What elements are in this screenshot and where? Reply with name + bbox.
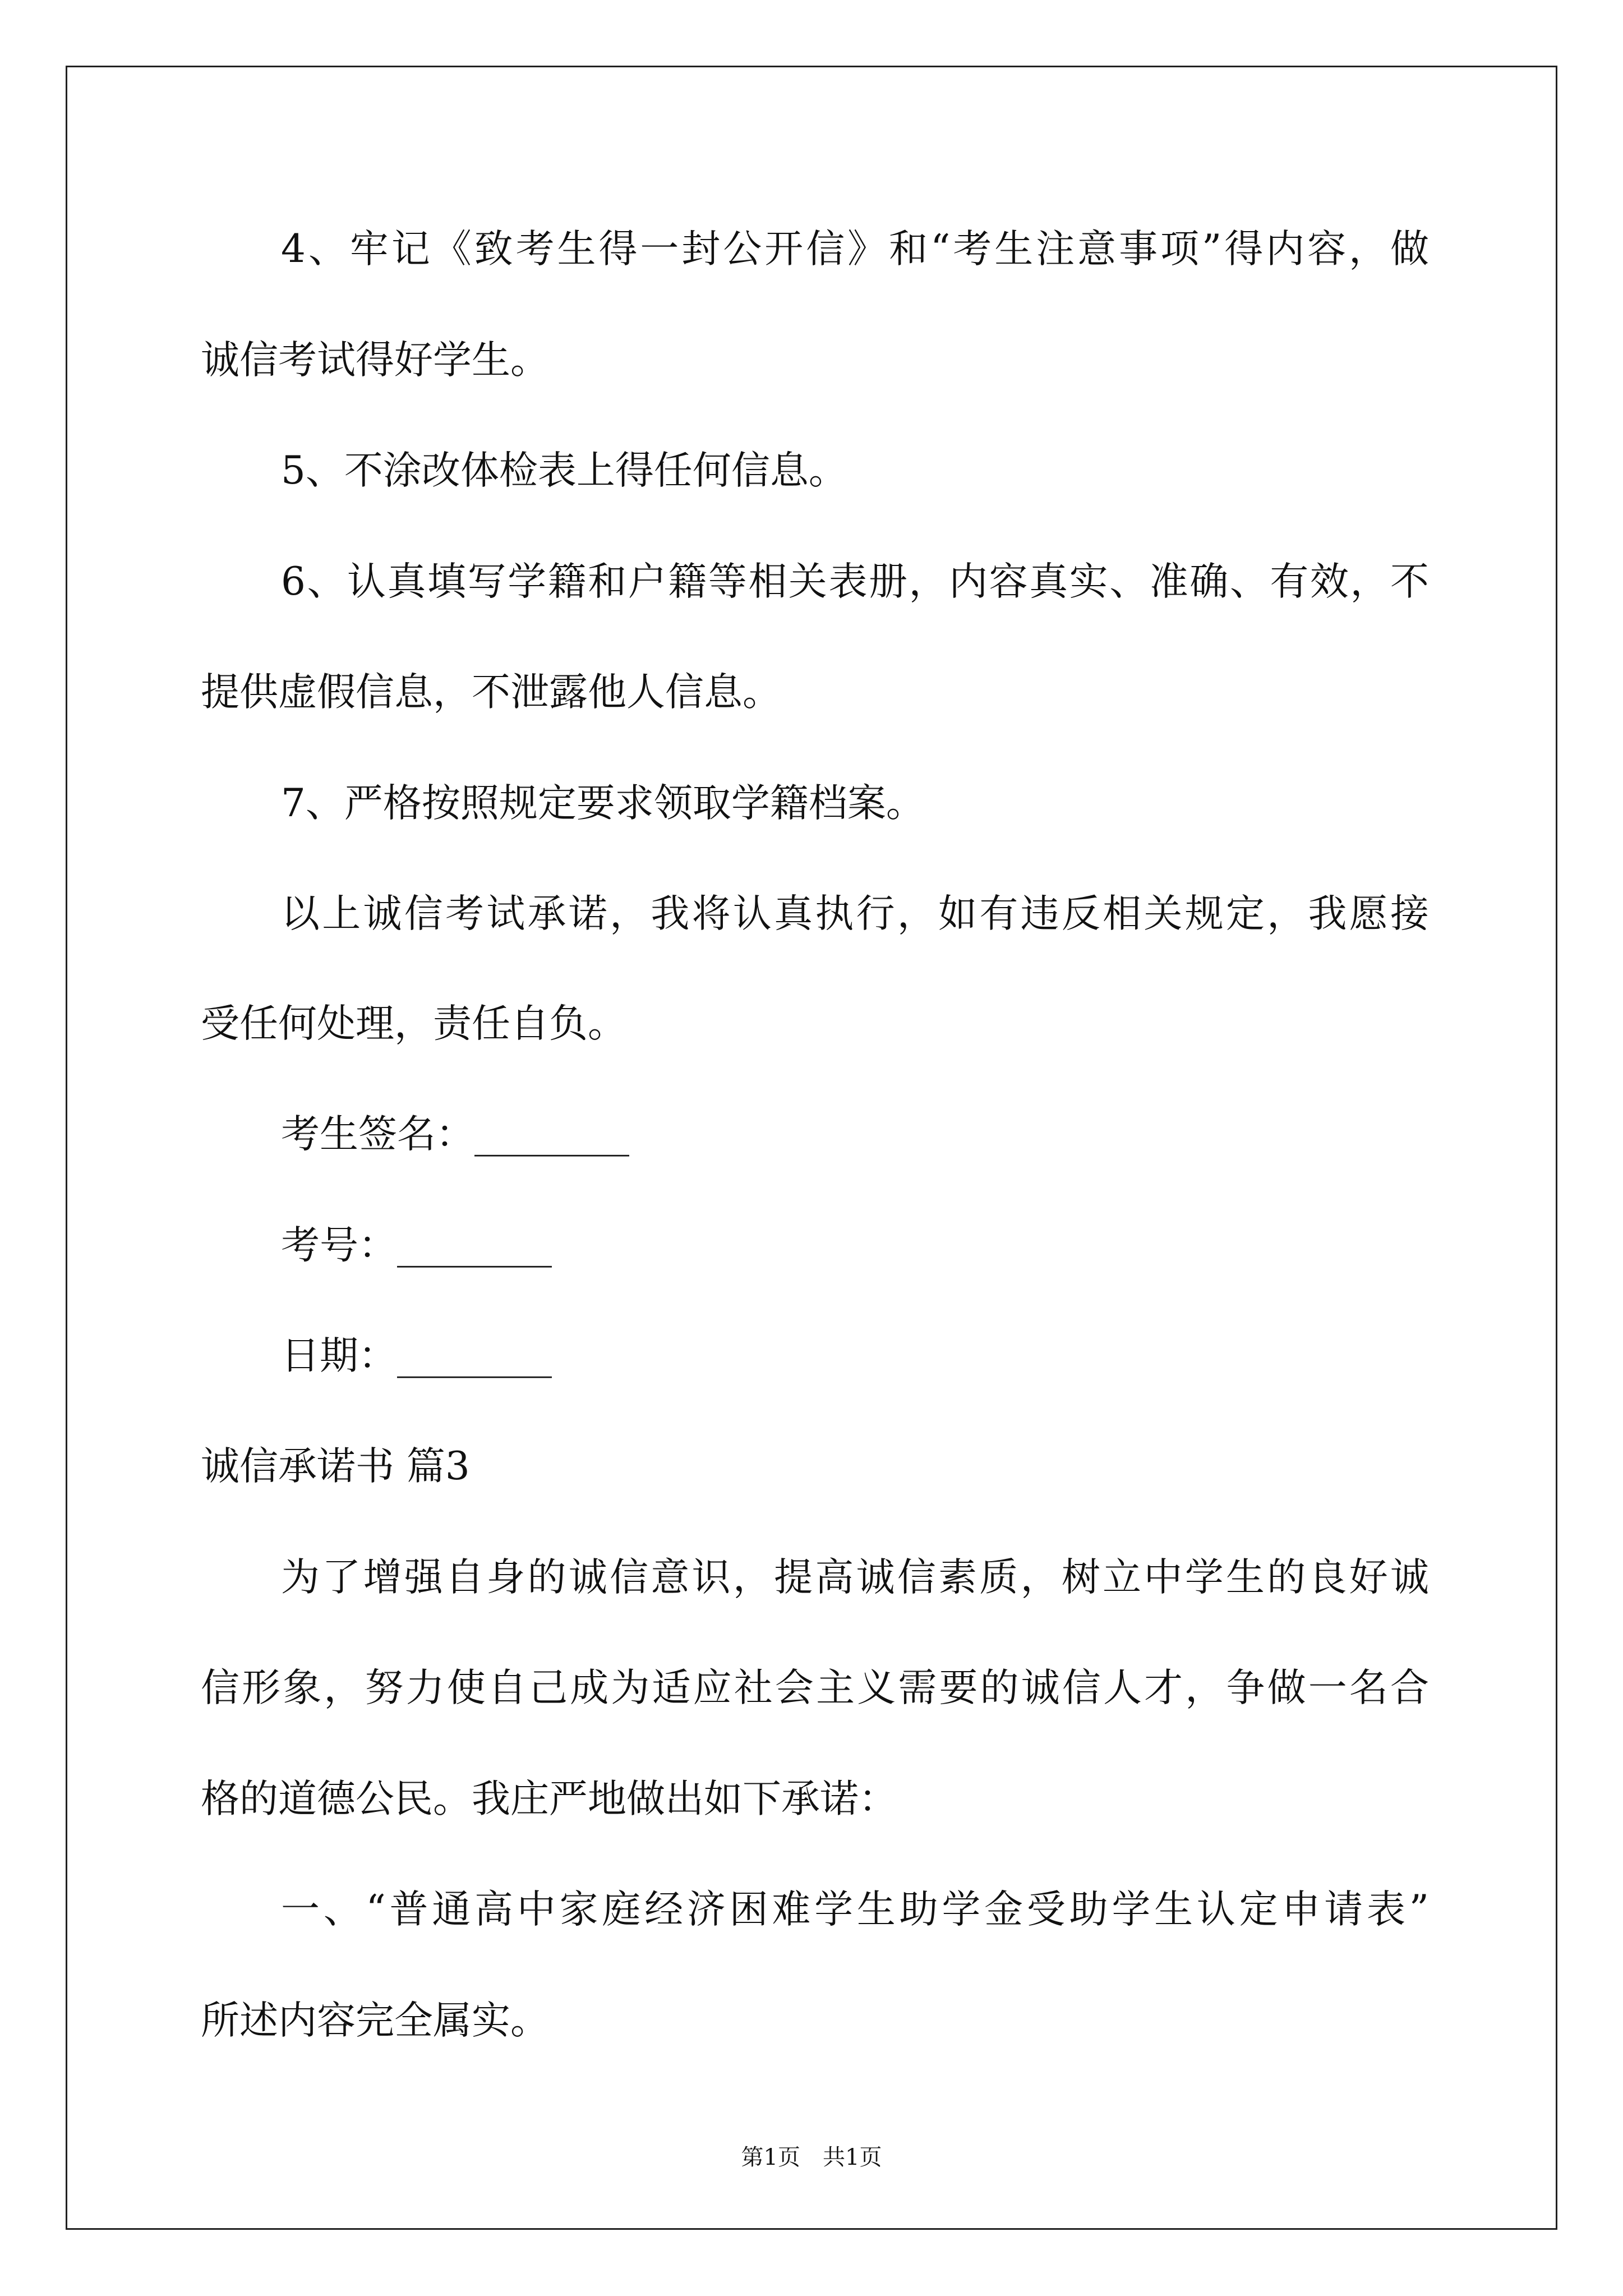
paragraph-line: 一、“普通高中家庭经济困难学生助学金受助学生认定申请表” <box>281 1887 1429 1932</box>
page-footer: 第1页 共1页 <box>741 2145 882 2170</box>
section-heading: 诚信承诺书 篇3 <box>201 1444 470 1489</box>
signature-name-field: 考生签名：________ <box>281 1112 629 1157</box>
paragraph-line: 以上诚信考试承诺，我将认真执行，如有违反相关规定，我愿接 <box>281 891 1429 936</box>
paragraph-line: 受任何处理，责任自负。 <box>201 1001 626 1046</box>
paragraph-line: 为了增强自身的诚信意识，提高诚信素质，树立中学生的良好诚 <box>281 1555 1429 1600</box>
paragraph-line: 诚信考试得好学生。 <box>201 338 549 383</box>
paragraph-line: 提供虚假信息，不泄露他人信息。 <box>201 670 781 715</box>
paragraph-line: 信形象，努力使自己成为适应社会主义需要的诚信人才，争做一名合 <box>201 1665 1429 1710</box>
paragraph-line: 格的道德公民。我庄严地做出如下承诺： <box>201 1777 897 1821</box>
paragraph-line: 5、不涂改体检表上得任何信息。 <box>281 448 847 493</box>
paragraph-line: 4、牢记《致考生得一封公开信》和“考生注意事项”得内容，做 <box>281 227 1429 272</box>
paragraph-line: 7、严格按照规定要求领取学籍档案。 <box>281 781 925 826</box>
paragraph-line: 6、认真填写学籍和户籍等相关表册，内容真实、准确、有效，不 <box>281 559 1429 604</box>
exam-number-field: 考号：________ <box>281 1223 552 1268</box>
paragraph-line: 所述内容完全属实。 <box>201 1998 549 2043</box>
date-field: 日期：________ <box>281 1333 552 1378</box>
